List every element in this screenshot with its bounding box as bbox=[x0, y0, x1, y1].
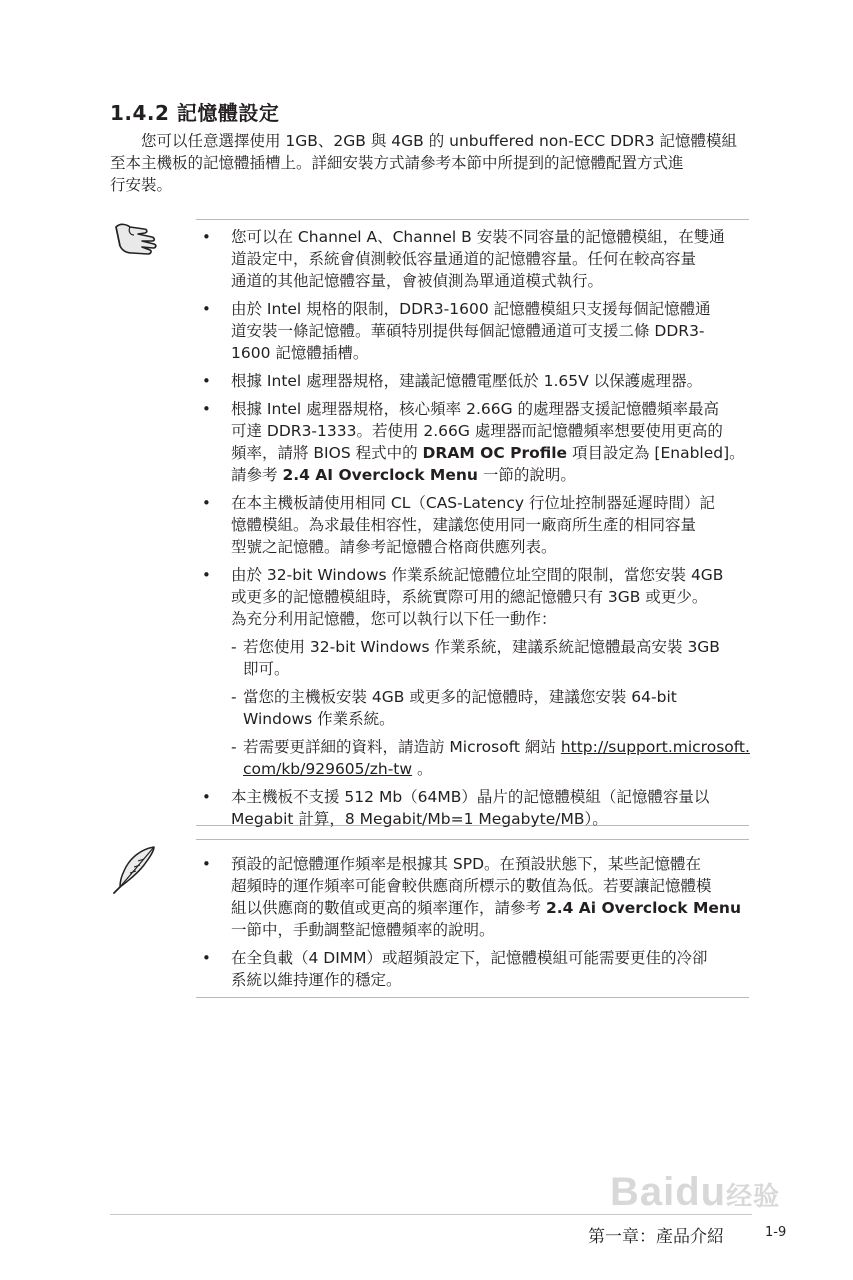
note-line: 超頻時的運作頻率可能會較供應商所標示的數值為低。若要讓記憶體模 bbox=[231, 877, 712, 895]
note-line: 道設定中，系統會偵測較低容量通道的記憶體容量。任何在較高容量 bbox=[231, 250, 697, 268]
bullet: • bbox=[202, 300, 211, 318]
footer-rule bbox=[110, 1214, 752, 1215]
bullet: • bbox=[202, 372, 211, 390]
note-line: 請參考 2.4 AI Overclock Menu 一節的說明。 bbox=[231, 466, 576, 484]
note-line: 本主機板不支援 512 Mb（64MB）晶片的記憶體模組（記憶體容量以 bbox=[231, 788, 710, 806]
note-item bbox=[196, 853, 749, 941]
bullet: • bbox=[202, 855, 211, 873]
bullet: • bbox=[202, 788, 211, 806]
intro-line: 行安裝。 bbox=[110, 176, 173, 194]
sub-list bbox=[231, 636, 749, 780]
footer-chapter: 第一章：產品介紹 bbox=[588, 1227, 724, 1247]
sub-line: com/kb/929605/zh-tw 。 bbox=[243, 760, 433, 778]
sub-line: Windows 作業系統。 bbox=[243, 710, 395, 728]
note-line: 根據 Intel 處理器規格，核心頻率 2.66G 的處理器支援記憶體頻率最高 bbox=[231, 400, 720, 418]
note-line: 在全負載（4 DIMM）或超頻設定下，記憶體模組可能需要更佳的冷卻 bbox=[231, 949, 708, 967]
note-line: 頻率，請將 BIOS 程式中的 DRAM OC Profile 項目設定為 [Enabled]。 bbox=[231, 444, 745, 462]
bios-item-name: DRAM OC Profile bbox=[422, 444, 568, 462]
note-line: 組以供應商的數值或更高的頻率運作，請參考 2.4 Ai Overclock Menu bbox=[231, 899, 741, 917]
note-line: 根據 Intel 處理器規格，建議記憶體電壓低於 1.65V 以保護處理器。 bbox=[231, 372, 703, 390]
bullet: • bbox=[202, 228, 211, 246]
note-line: 憶體模組。為求最佳相容性，建議您使用同一廠商所生產的相同容量 bbox=[231, 516, 697, 534]
note-line: 通道的其他記憶體容量，會被偵測為單通道模式執行。 bbox=[231, 272, 604, 290]
microsoft-support-link[interactable]: http://support.microsoft. bbox=[560, 738, 750, 756]
baidu-watermark: Baidu经验 bbox=[610, 1170, 781, 1214]
note-item bbox=[196, 786, 749, 830]
hand-pointer-icon bbox=[112, 213, 162, 259]
sub-line: 即可。 bbox=[243, 660, 290, 678]
bullet: • bbox=[202, 566, 211, 584]
note-item bbox=[196, 398, 749, 486]
feather-pen-icon bbox=[108, 843, 160, 895]
note-line: 一節中，手動調整記憶體頻率的說明。 bbox=[231, 921, 495, 939]
note-item bbox=[196, 370, 749, 392]
note-line: Megabit 計算，8 Megabit/Mb=1 Megabyte/MB）。 bbox=[231, 810, 608, 828]
note-item bbox=[196, 947, 749, 991]
dash: - bbox=[231, 638, 237, 656]
dash: - bbox=[231, 738, 237, 756]
note-line: 1600 記憶體插槽。 bbox=[231, 344, 369, 362]
sub-item bbox=[231, 736, 749, 780]
sub-line: 若需要更詳細的資料，請造訪 Microsoft 網站 http://support.microsoft. bbox=[243, 738, 750, 756]
note-item bbox=[196, 492, 749, 558]
note-line: 系統以維持運作的穩定。 bbox=[231, 971, 402, 989]
note-line: 在本主機板請使用相同 CL（CAS-Latency 行位址控制器延遲時間）記 bbox=[231, 494, 715, 512]
intro-paragraph bbox=[110, 130, 750, 196]
note-line: 可達 DDR3-1333。若使用 2.66G 處理器而記憶體頻率想要使用更高的 bbox=[231, 422, 723, 440]
note-line: 預設的記憶體運作頻率是根據其 SPD。在預設狀態下，某些記憶體在 bbox=[231, 855, 702, 873]
sub-line: 當您的主機板安裝 4GB 或更多的記憶體時，建議您安裝 64-bit bbox=[243, 688, 677, 706]
section-heading: 1.4.2 記憶體設定 bbox=[110, 101, 280, 125]
note-line: 為充分利用記憶體，您可以執行以下任一動作： bbox=[231, 610, 557, 628]
sub-line: 若您使用 32-bit Windows 作業系統，建議系統記憶體最高安裝 3GB bbox=[243, 638, 720, 656]
section-reference: 2.4 AI Overclock Menu bbox=[282, 466, 478, 484]
intro-line: 您可以任意選擇使用 1GB、2GB 與 4GB 的 unbuffered non-ECC DDR3 記憶體模組 bbox=[141, 132, 738, 150]
bullet: • bbox=[202, 400, 211, 418]
notes-box-important bbox=[196, 219, 749, 826]
microsoft-support-link-cont[interactable]: com/kb/929605/zh-tw bbox=[243, 760, 413, 778]
section-reference: 2.4 Ai Overclock Menu bbox=[545, 899, 741, 917]
note-line: 或更多的記憶體模組時，系統實際可用的總記憶體只有 3GB 或更少。 bbox=[231, 588, 708, 606]
note-line: 由於 32-bit Windows 作業系統記憶體位址空間的限制，當您安裝 4GB bbox=[231, 566, 724, 584]
sub-item bbox=[231, 686, 749, 730]
notes-box-tips bbox=[196, 839, 749, 998]
note-line: 您可以在 Channel A、Channel B 安裝不同容量的記憶體模組，在雙通 bbox=[231, 228, 725, 246]
sub-item bbox=[231, 636, 749, 680]
note-item bbox=[196, 298, 749, 364]
bullet: • bbox=[202, 949, 211, 967]
dash: - bbox=[231, 688, 237, 706]
note-item bbox=[196, 564, 749, 780]
note-line: 道安裝一條記憶體。華碩特別提供每個記憶體通道可支援二條 DDR3- bbox=[231, 322, 705, 340]
page-number: 1-9 bbox=[765, 1225, 787, 1240]
note-item bbox=[196, 226, 749, 292]
intro-line: 至本主機板的記憶體插槽上。詳細安裝方式請參考本節中所提到的記憶體配置方式進 bbox=[110, 154, 684, 172]
bullet: • bbox=[202, 494, 211, 512]
note-line: 型號之記憶體。請參考記憶體合格商供應列表。 bbox=[231, 538, 557, 556]
note-line: 由於 Intel 規格的限制，DDR3-1600 記憶體模組只支援每個記憶體通 bbox=[231, 300, 711, 318]
